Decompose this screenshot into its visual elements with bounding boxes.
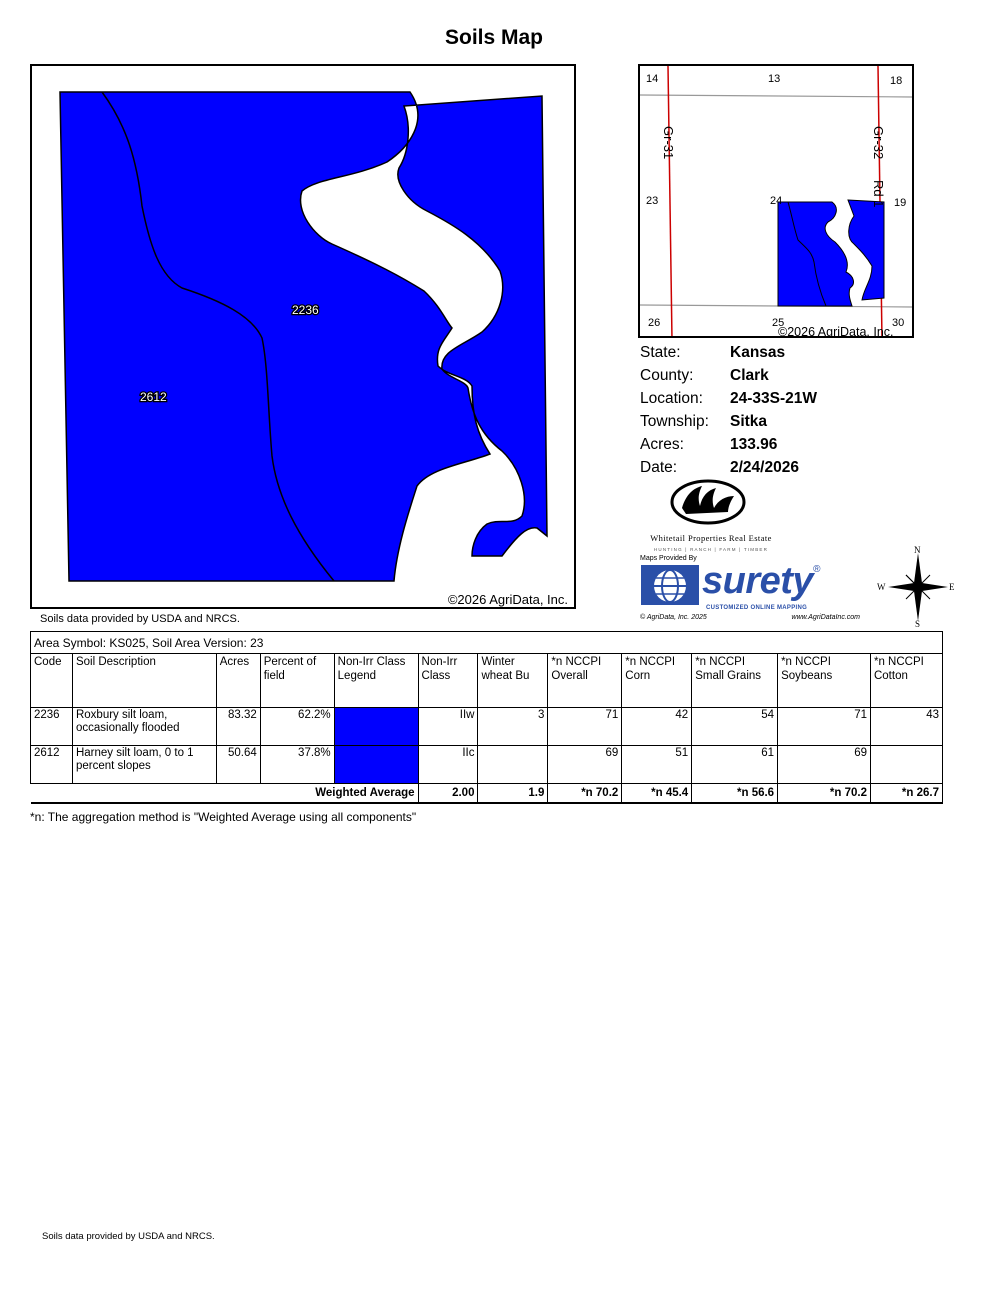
surety-url: www.AgriDataInc.com [791,614,860,621]
section-14: 14 [646,73,659,85]
soils-map-drawing [32,66,576,609]
compass-n: N [914,545,921,555]
section-13: 13 [768,73,781,85]
compass-e: E [949,582,955,592]
class-legend-swatch [334,708,418,746]
header-nccpi-cotton: *n NCCPI Cotton [870,654,942,708]
locator-copyright: ©2026 AgriData, Inc. [778,325,894,339]
section-30: 30 [892,317,905,329]
header-code: Code [31,654,73,708]
section-26: 26 [648,317,661,329]
info-acres: Acres: 133.96 [640,436,778,453]
property-info [640,341,900,479]
antler-logo-icon [636,478,786,526]
compass-w: W [877,582,886,592]
header-acres: Acres [216,654,260,708]
header-nccpi-soybeans: *n NCCPI Soybeans [778,654,871,708]
surety-copyright: © AgriData, Inc. 2025 [640,614,707,621]
header-nccpi-overall: *n NCCPI Overall [548,654,622,708]
section-19: 19 [894,197,907,209]
locator-map [638,64,914,338]
soils-credit: Soils data provided by USDA and NRCS. [40,613,240,625]
header-nccpi-corn: *n NCCPI Corn [622,654,692,708]
whitetail-name: Whitetail Properties Real Estate [650,533,772,543]
road-label-rd-1: Rd 1 [871,180,886,208]
table-row: 2612 Harney silt loam, 0 to 1 percent slopes 50.64 37.8% IIc 69 51 61 69 [31,746,943,784]
header-wheat: Winter wheat Bu [478,654,548,708]
surety-tagline: CUSTOMIZED ONLINE MAPPING [706,605,808,611]
maps-provided-by: Maps Provided By [640,555,697,562]
area-symbol-row [31,632,943,654]
surety-brand: surety [702,560,814,602]
whitetail-logo [636,478,786,552]
page-title: Soils Map [444,26,544,49]
locator-map-drawing [640,66,914,338]
info-date: Date: 2/24/2026 [640,459,799,476]
map-copyright: ©2026 AgriData, Inc. [447,592,568,607]
header-class: Non-Irr Class [418,654,478,708]
grid-line [640,95,914,97]
soil-polygon-field [60,92,547,581]
area-symbol: Area Symbol: KS025, Soil Area Version: 23 [31,632,943,654]
weighted-average-row: Weighted Average 2.00 1.9 *n 70.2 *n 45.4 *n 56.6 *n 70.2 *n 26.7 [31,784,943,803]
globe-icon [640,564,702,606]
locator-field-polygon [778,200,884,306]
section-24: 24 [770,195,783,207]
info-location: Location: 24-33S-21W [640,390,818,407]
section-25: 25 [772,317,785,329]
registered-mark: ® [813,564,821,575]
map-label-2612: 2612 [140,390,167,404]
header-class-legend: Non-Irr Class Legend [334,654,418,708]
bottom-credit: Soils data provided by USDA and NRCS. [42,1231,215,1242]
info-state: State: Kansas [640,344,786,361]
info-county: County: Clark [640,367,769,384]
header-nccpi-small-grains: *n NCCPI Small Grains [692,654,778,708]
weighted-average-label: Weighted Average [31,784,419,803]
header-percent: Percent of field [260,654,334,708]
compass-rose [876,545,958,627]
section-23: 23 [646,195,659,207]
section-18: 18 [890,75,903,87]
compass-s: S [915,619,921,627]
surety-logo [640,555,870,621]
soils-map [30,64,576,609]
aggregation-footnote: *n: The aggregation method is "Weighted Average using all components" [30,810,417,824]
grid-line [640,305,914,307]
table-row: 2236 Roxbury silt loam, occasionally flooded 83.32 62.2% IIw 3 71 42 54 71 43 [31,708,943,746]
table-header-row [31,654,943,708]
road-label-gr-32: Gr-32 [871,126,886,160]
road-label-gr-31: Gr-31 [661,126,676,160]
header-description: Soil Description [72,654,216,708]
class-legend-swatch [334,746,418,784]
map-label-2236: 2236 [292,303,319,317]
road-gr-31 [668,66,672,338]
whitetail-tagline: HUNTING | RANCH | FARM | TIMBER [653,547,769,552]
info-township: Township: Sitka [640,413,768,430]
soils-table [30,631,943,804]
compass-icon [876,545,958,627]
